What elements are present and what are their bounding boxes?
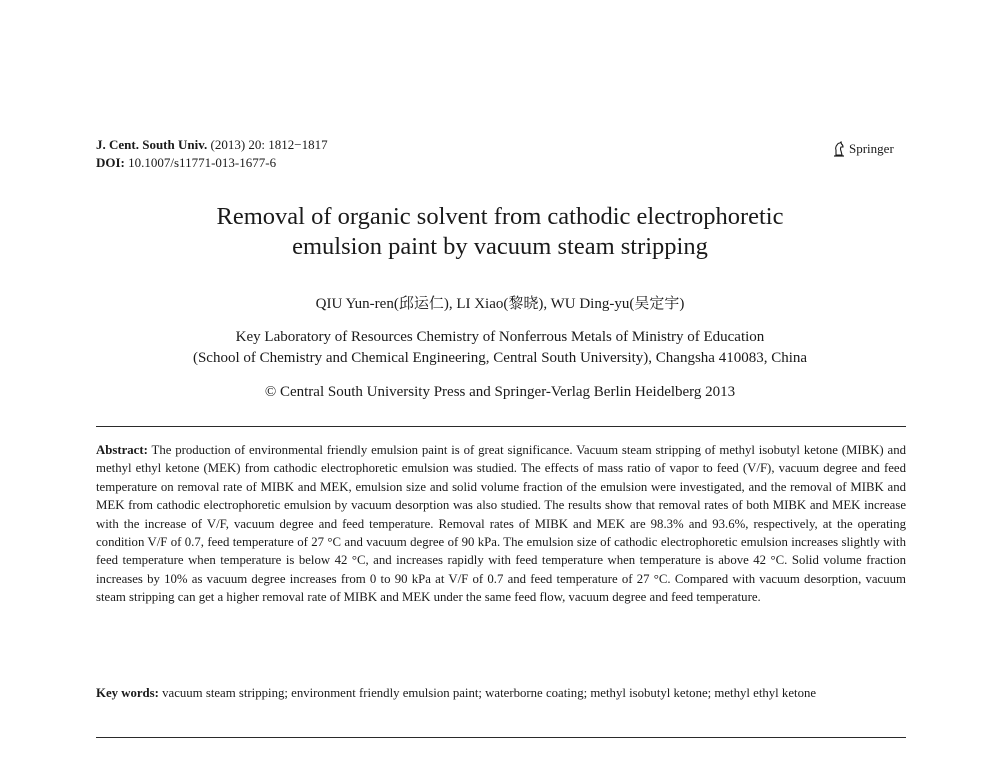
abstract-text: The production of environmental friendly emulsion paint is of great significance. Vacuum steam stripping of methyl isobutyl ketone (MIBK) and methyl ethyl ketone (MEK) from cathodic electrophoretic emulsion was studied. The effects of mass ratio of vapor to feed (V/F), vacuum degree and feed temperature on removal rate of MIBK and MEK, emulsion size and solid volume fraction of the emulsion were investigated, and the removal of MIBK and MEK from cathodic electrophoretic emulsion by vacuum desorption was also studied. The results show that removal rates of both MIBK and MEK increase with the increase of V/F, vacuum degree and feed temperature. Removal rates of MIBK and MEK are 98.3% and 93.6%, respectively, at the operating condition V/F of 0.7, feed temperature of 27 °C and vacuum degree of 90 kPa. The emulsion size of cathodic electrophoretic emulsion increases slightly with feed temperature when temperature is below 42 °C, and increases rapidly with feed temperature when temperature is above 42 °C. Solid volume fraction increases by 10% as vacuum degree increases from 0 to 90 kPa at V/F of 0.7 and feed temperature of 27 °C. Compared with vacuum desorption, vacuum steam stripping can get a higher removal rate of MIBK and MEK under the same feed flow, vacuum degree and feed temperature. [96, 443, 907, 605]
bottom-divider [96, 737, 906, 738]
paper-title [96, 202, 904, 262]
abstract-label: Abstract: [96, 443, 148, 457]
keywords-label: Key words: [96, 686, 159, 700]
keywords-text: vacuum steam stripping; environment friendly emulsion paint; waterborne coating; methyl isobutyl ketone; methyl ethyl ketone [162, 686, 817, 700]
title-line-1: Removal of organic solvent from cathodic electrophoretic [216, 203, 784, 230]
affiliation-line-1: Key Laboratory of Resources Chemistry of Nonferrous Metals of Ministry of Education [235, 329, 765, 345]
doi-line [96, 154, 328, 172]
doi-label: DOI: [96, 155, 125, 170]
affiliation [96, 327, 904, 369]
publisher-mark [832, 141, 894, 157]
top-divider [96, 426, 906, 427]
affiliation-line-2: (School of Chemistry and Chemical Engineering, Central South University), Changsha 410083, China [192, 350, 808, 366]
author-list: QIU Yun-ren(邱运仁), LI Xiao(黎晓), WU Ding-yu(吴定宇) [315, 296, 685, 312]
title-line-2: emulsion paint by vacuum steam stripping [292, 233, 708, 260]
citation-line [96, 136, 328, 154]
journal-name: J. Cent. South Univ. [96, 137, 208, 152]
keywords-block [96, 684, 906, 702]
copyright-notice: © Central South University Press and Springer-Verlag Berlin Heidelberg 2013 [264, 384, 736, 400]
doi-value[interactable]: 10.1007/s11771-013-1677-6 [128, 155, 277, 170]
abstract-block [96, 441, 906, 607]
springer-horse-icon [832, 141, 846, 157]
citation-detail: (2013) 20: 1812−1817 [210, 137, 328, 152]
journal-citation-block [96, 136, 328, 172]
publisher-name: Springer [849, 141, 894, 156]
